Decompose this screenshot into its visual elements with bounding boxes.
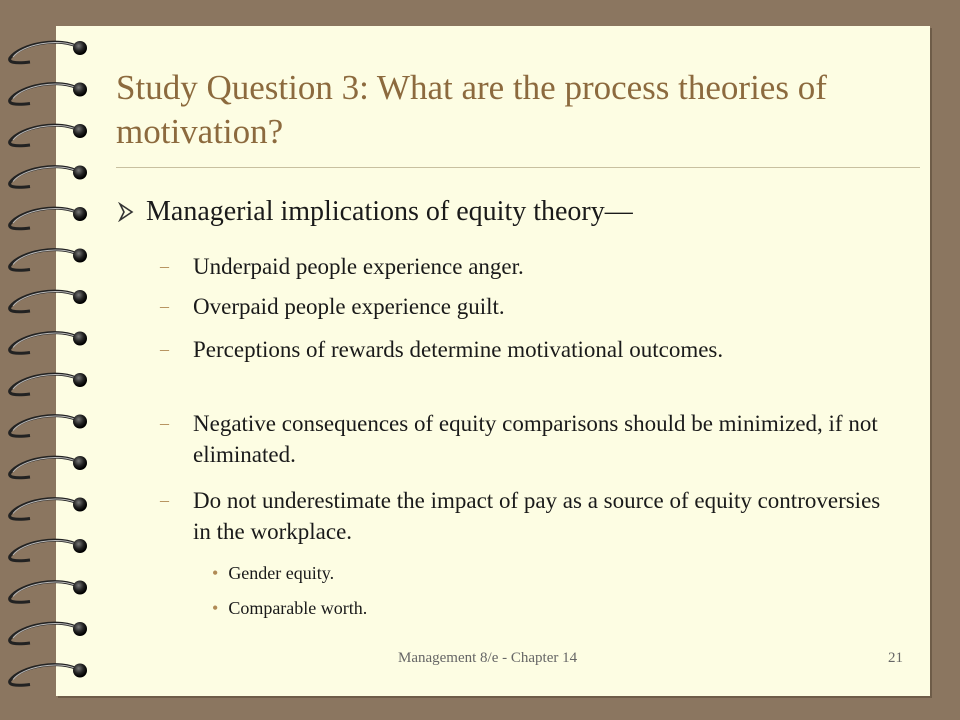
binding-ring-wire	[10, 499, 80, 520]
binding-ring-wire	[10, 540, 80, 561]
list-item-text: Overpaid people experience guilt.	[193, 294, 505, 319]
sub-list-item-text: Gender equity.	[228, 563, 335, 583]
binding-ring-hole	[73, 166, 87, 180]
binding-ring-wire	[10, 457, 80, 478]
binding-ring-wire	[10, 291, 80, 312]
binding-ring-hole	[73, 373, 87, 387]
sub-list-item: • Comparable worth.	[212, 598, 368, 618]
binding-ring-wire	[10, 416, 80, 437]
binding-ring-hole	[73, 622, 87, 636]
binding-ring-hole	[73, 41, 87, 55]
spiral-binding-icon	[0, 0, 110, 720]
binding-ring-hole	[73, 539, 87, 553]
binding-ring-wire	[10, 333, 80, 354]
list-item-text: Do not underestimate the impact of pay as a source of equity controversies in the workplace.	[193, 488, 881, 544]
binding-ring-hole	[73, 207, 87, 221]
binding-ring-hole	[73, 664, 87, 678]
binding-ring-wire	[10, 125, 80, 146]
binding-ring-hole	[73, 332, 87, 346]
list-item: – Negative consequences of equity comparisons should be minimized, if not eliminated.	[160, 408, 880, 470]
binding-ring-wire	[10, 623, 80, 644]
page-number: 21	[888, 650, 903, 666]
binding-ring-wire	[10, 374, 80, 395]
sub-list-item-text: Comparable worth.	[228, 598, 368, 618]
binding-ring-wire	[10, 42, 80, 63]
binding-ring-hole	[73, 249, 87, 263]
binding-ring-wire	[10, 167, 80, 188]
binding-ring-hole	[73, 456, 87, 470]
binding-ring-hole	[73, 498, 87, 512]
list-item: – Underpaid people experience anger.	[160, 251, 900, 282]
list-item-text: Perceptions of rewards determine motivational outcomes.	[193, 337, 724, 362]
arrow-icon	[118, 196, 134, 228]
list-item: – Overpaid people experience guilt.	[160, 291, 900, 322]
list-item: – Perceptions of rewards determine motivational outcomes.	[160, 334, 810, 365]
binding-ring-hole	[73, 124, 87, 138]
footer-text: Management 8/e - Chapter 14	[398, 650, 578, 666]
heading-bullet	[118, 196, 633, 228]
binding-ring-wire	[10, 250, 80, 271]
binding-ring-wire	[10, 84, 80, 105]
title-divider	[116, 167, 920, 168]
binding-ring-hole	[73, 290, 87, 304]
binding-ring-wire	[10, 582, 80, 603]
heading-text: Managerial implications of equity theory—	[146, 196, 633, 227]
list-item-text: Negative consequences of equity comparisons should be minimized, if not eliminated.	[193, 411, 878, 467]
binding-ring-wire	[10, 208, 80, 229]
binding-ring-hole	[73, 415, 87, 429]
list-item: – Do not underestimate the impact of pay as a source of equity controversies in the workplace.	[160, 485, 900, 547]
binding-ring-hole	[73, 83, 87, 97]
binding-ring-wire	[10, 665, 80, 686]
sub-list-item: • Gender equity.	[212, 563, 335, 583]
binding-ring-hole	[73, 581, 87, 595]
list-item-text: Underpaid people experience anger.	[193, 254, 524, 279]
slide-title: Study Question 3: What are the process theories of motivation?	[116, 68, 827, 151]
